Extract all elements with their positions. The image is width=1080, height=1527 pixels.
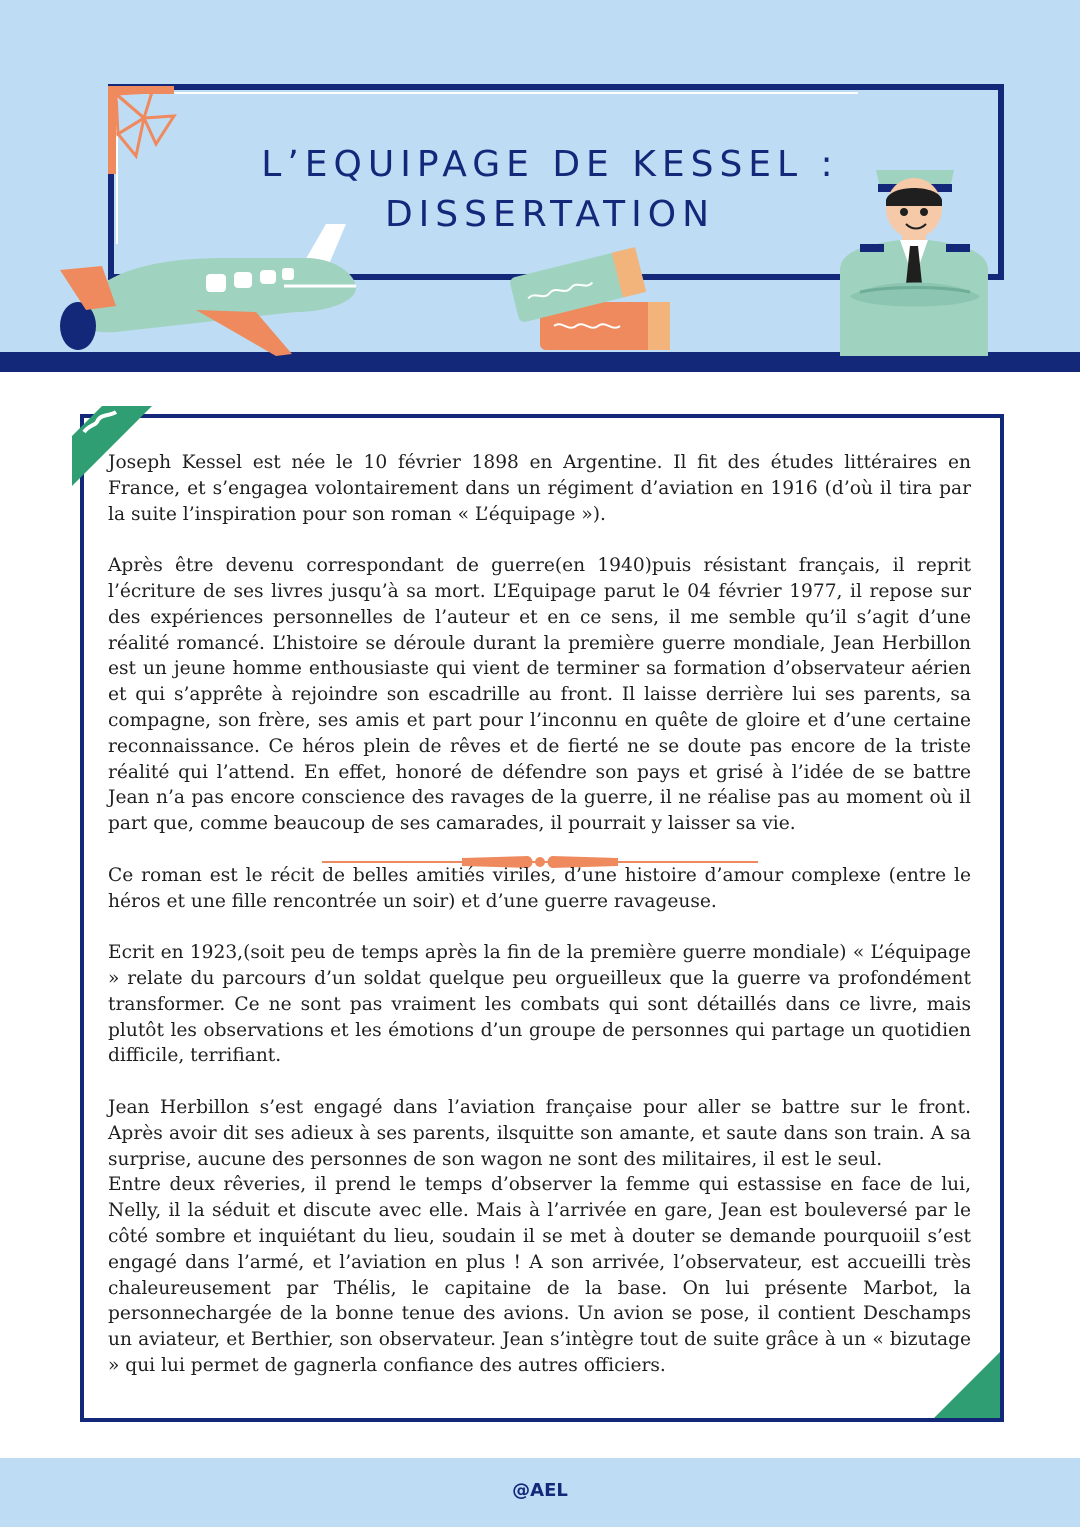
sun-ornament-icon bbox=[104, 82, 184, 177]
airplane-icon bbox=[56, 214, 366, 360]
paragraph-5: Jean Herbillon s’est engagé dans l’aviation française pour aller se battre sur le front. Après avoir dit ses adieux à ses parents, ilsquitte son amante, et saute dans son train. A sa surprise, aucune des personnes de son wagon ne sont des militaires, il est le seul. bbox=[108, 1096, 971, 1170]
footer-credit: @AEL bbox=[512, 1480, 568, 1501]
paragraph-4: Ecrit en 1923,(soit peu de temps après la fin de la première guerre mondiale) « L’équipage » relate du parcours d’un soldat quelque peu orgueilleux que la guerre va profondément transformer. Ce ne sont pas vraiment les combats qui sont détaillés dans ce livre, mais plutôt les observations et les émotions d’un groupe de personnes qui partage un quotidien difficile, terrifiant. bbox=[108, 942, 971, 1067]
paragraph-2: Après être devenu correspondant de guerre(en 1940)puis résistant français, il reprit l’écriture de ses livres jusqu’à sa mort. L’Equipage parut le 04 février 1977, il repose sur des expériences personnelles de l’auteur et en ce sens, il me semble qu’il s’agit d’une réalité romancé. L’histoire se déroule durant la première guerre mondiale, Jean Herbillon est un jeune homme enthousiaste qui vient de terminer sa formation d’observateur aérien et qui s’apprête à rejoindre son escadrille au front. Il laisse derrière lui ses parents, sa compagne, son frère, ses amis et part pour l’inconnu en quête de gloire et d’une certaine reconnaissance. Ce héros plein de rêves et de fierté ne se doute pas encore de la triste réalité qui l’attend. En effet, honoré de défendre son pays et grisé à l’idée de se battre Jean n’a pas encore conscience des ravages de la guerre, il ne réalise pas au moment où il part que, comme beaucoup de ses camarades, il pourrait y laisser sa vie. bbox=[108, 555, 971, 835]
paragraph-1: Joseph Kessel est née le 10 février 1898 en Argentine. Il fit des études littéraires en France, et s’engagea volontairement dans un régiment d’aviation en 1916 (d’où il tira par la suite l’inspiration pour son roman « L’équipage »). bbox=[108, 452, 971, 525]
paragraph-6: Entre deux rêveries, il prend le temps d’observer la femme qui estassise en face de lui, Nelly, il la séduit et discute avec elle. Mais à l’arrivée en gare, Jean est bouleversé par le côté sombre et inquiétant du lieu, soudain il se met à douter se demande pourquoiil s’est engagé dans l’armé, et l’aviation en plus ! A son arrivée, l’observateur, est accueilli très chaleureusement par Thélis, le capitaine de la base. On lui présente Marbot, la personnechargée de la bonne tenue des avions. Un avion se pose, il contient Deschamps un aviateur, et Berthier, son observateur. Jean s’intègre tout de suite grâce à un « bizutage » qui lui permet de gagnerla confiance des autres officiers. bbox=[108, 1174, 971, 1376]
paragraph-3: Ce roman est le récit de belles amitiés viriles, d’une histoire d’amour complexe (entre le héros et une fille rencontrée un soir) et d’une guerre ravageuse. bbox=[108, 864, 971, 912]
title-line-2: DISSERTATION bbox=[384, 194, 716, 235]
title-line-1: L’EQUIPAGE DE KESSEL : bbox=[261, 144, 839, 185]
books-icon bbox=[506, 246, 676, 356]
pilot-illustration-icon bbox=[830, 160, 1000, 356]
dissertation-body bbox=[108, 450, 971, 1404]
